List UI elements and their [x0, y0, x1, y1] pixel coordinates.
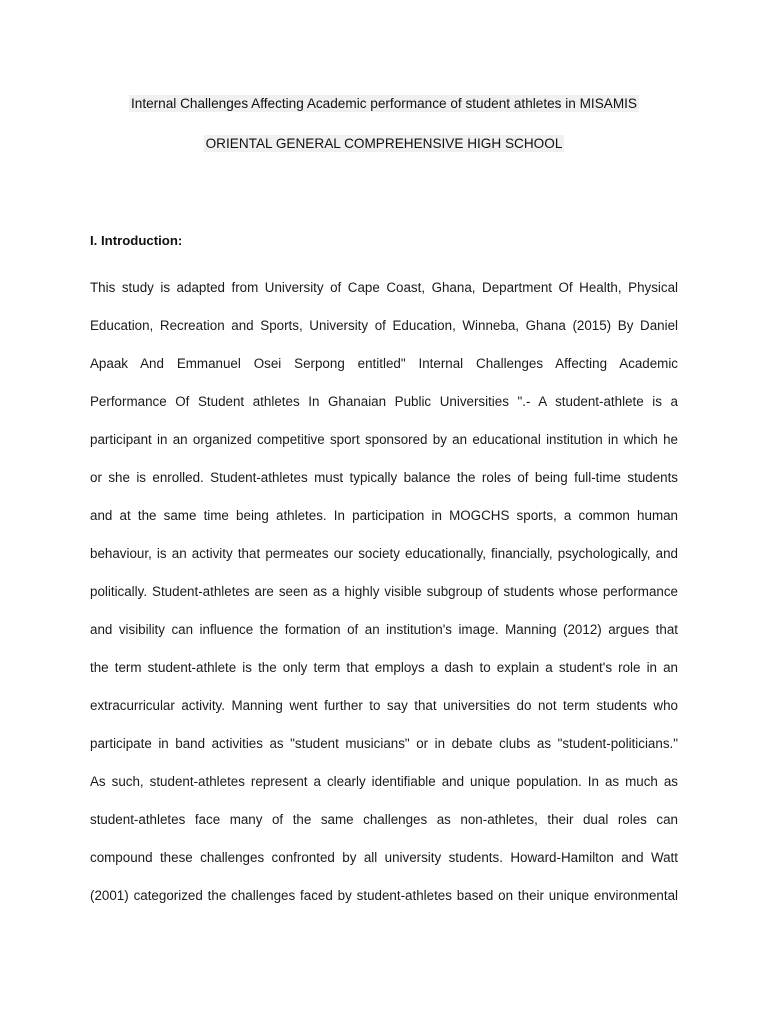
- paragraph-line: Education, Recreation and Sports, University of Education, Winneba, Ghana (2015) By Daniel: [90, 318, 678, 333]
- paragraph-line: (2001) categorized the challenges faced by student-athletes based on their unique environmental: [90, 888, 678, 903]
- paragraph-line: Performance Of Student athletes In Ghanaian Public Universities ".- A student-athlete is a: [90, 394, 678, 409]
- section-heading: I. Introduction:: [90, 233, 183, 248]
- paragraph-line: and at the same time being athletes. In participation in MOGCHS sports, a common human: [90, 508, 678, 523]
- paragraph-line: participant in an organized competitive sport sponsored by an educational institution in which he: [90, 432, 678, 447]
- paragraph-line: extracurricular activity. Manning went further to say that universities do not term students who: [90, 698, 678, 713]
- paragraph-line: This study is adapted from University of Cape Coast, Ghana, Department Of Health, Physical: [90, 280, 678, 295]
- paragraph-line: participate in band activities as "student musicians" or in debate clubs as "student-politicians.": [90, 736, 678, 751]
- paragraph-line: and visibility can influence the formation of an institution's image. Manning (2012) argues that: [90, 622, 678, 637]
- paragraph-line: the term student-athlete is the only term that employs a dash to explain a student's role in an: [90, 660, 678, 675]
- paragraph-line: Apaak And Emmanuel Osei Serpong entitled" Internal Challenges Affecting Academic: [90, 356, 678, 371]
- body-paragraph: [90, 278, 678, 924]
- title-text-2: ORIENTAL GENERAL COMPREHENSIVE HIGH SCHOOL: [205, 136, 563, 151]
- paragraph-line: behaviour, is an activity that permeates our society educationally, financially, psychologically, and: [90, 546, 678, 561]
- paragraph-line: politically. Student-athletes are seen as a highly visible subgroup of students whose performance: [90, 584, 678, 599]
- paragraph-line: or she is enrolled. Student-athletes must typically balance the roles of being full-time students: [90, 470, 678, 485]
- document-title-line-2: [0, 134, 768, 154]
- paragraph-line: As such, student-athletes represent a clearly identifiable and unique population. In as much as: [90, 774, 678, 789]
- paragraph-line: compound these challenges confronted by all university students. Howard-Hamilton and Watt: [90, 850, 678, 865]
- title-text-1: Internal Challenges Affecting Academic performance of student athletes in MISAMIS: [130, 96, 637, 111]
- paragraph-line: student-athletes face many of the same challenges as non-athletes, their dual roles can: [90, 812, 678, 827]
- document-title-line-1: [0, 94, 768, 114]
